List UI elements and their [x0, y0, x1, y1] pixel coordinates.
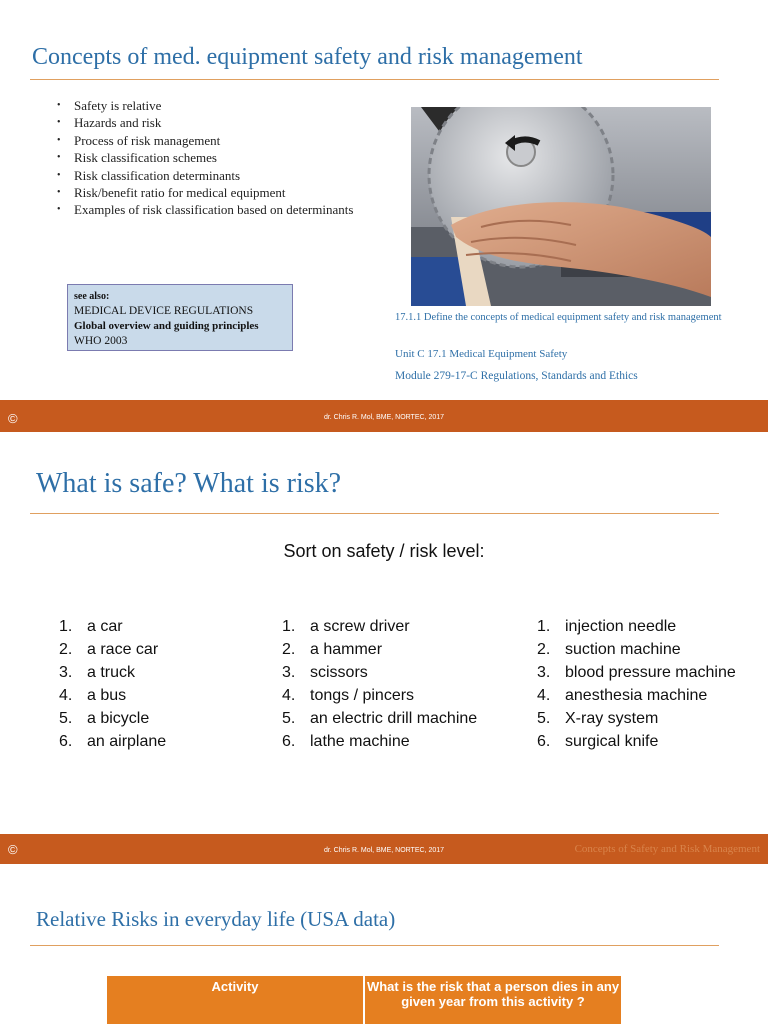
bullet-icon: • [57, 204, 61, 216]
see-also-line-1: MEDICAL DEVICE REGULATIONS [74, 305, 254, 317]
list-item-text: a bus [87, 687, 127, 704]
list-item [537, 730, 736, 753]
list-item [59, 684, 166, 707]
list-item-text: suction machine [565, 641, 681, 658]
list-item-text: an electric drill machine [310, 710, 478, 727]
list-number: 1. [59, 618, 73, 635]
list-item-text: a truck [87, 664, 136, 681]
list-item-text: an airplane [87, 733, 167, 750]
list-item-text: anesthesia machine [565, 687, 708, 704]
list-item-text: blood pressure machine [565, 664, 736, 681]
list-item [57, 184, 353, 201]
list-item [537, 638, 736, 661]
unit-reference: Unit C 17.1 Medical Equipment Safety [395, 348, 568, 360]
see-also-line-3: WHO 2003 [74, 335, 128, 347]
bullet-icon: • [57, 169, 61, 181]
list-item [282, 684, 477, 707]
list-item-text: Hazards and risk [74, 115, 162, 131]
list-item-text: injection needle [565, 618, 677, 635]
module-reference: Module 279-17-C Regulations, Standards and Ethics [395, 370, 638, 382]
list-item [57, 97, 353, 114]
footer-author: dr. Chris R. Mol, BME, NORTEC, 2017 [323, 847, 445, 854]
list-item-text: scissors [310, 664, 368, 681]
list-item-text: X-ray system [565, 710, 659, 727]
list-item-text: Risk classification schemes [74, 150, 217, 166]
list-number: 3. [59, 664, 73, 681]
list-item [59, 730, 166, 753]
list-number: 4. [537, 687, 551, 704]
slide-2-title: What is safe? What is risk? [36, 468, 342, 499]
list-item [57, 149, 353, 166]
list-item [537, 707, 736, 730]
miter-saw-photo [411, 107, 711, 306]
list-item-text: a race car [87, 641, 159, 658]
list-item [537, 684, 736, 707]
list-item-text: a bicycle [87, 710, 150, 727]
bullet-icon: • [57, 134, 61, 146]
list-item [59, 661, 166, 684]
bullet-icon: • [57, 187, 61, 199]
column-header-risk: What is the risk that a person dies in any given year from this activity ? [364, 976, 622, 1024]
learning-objective: 17.1.1 Define the concepts of medical equipment safety and risk management [395, 312, 722, 323]
slide-3-title: Relative Risks in everyday life (USA data) [36, 907, 396, 931]
copyright-symbol: © [8, 842, 18, 857]
list-item [59, 638, 166, 661]
list-item [59, 707, 166, 730]
list-item-text: tongs / pincers [310, 687, 415, 704]
list-item-text: Risk/benefit ratio for medical equipment [74, 185, 286, 201]
slide-1 [0, 0, 768, 432]
list-number: 2. [537, 641, 551, 658]
list-item-text: a car [87, 618, 123, 635]
list-item [57, 167, 353, 184]
copyright-symbol: © [8, 411, 18, 426]
list-number: 6. [59, 733, 73, 750]
list-item-text: a hammer [310, 641, 383, 658]
column-header-activity: Activity [107, 976, 364, 1024]
list-item [282, 615, 477, 638]
slide-2 [0, 432, 768, 864]
list-item-text: a screw driver [310, 618, 410, 635]
list-number: 3. [537, 664, 551, 681]
transport-list [59, 615, 166, 753]
list-item-text: surgical knife [565, 733, 659, 750]
list-number: 5. [59, 710, 73, 727]
list-item [57, 132, 353, 149]
list-number: 6. [282, 733, 296, 750]
bullet-icon: • [57, 152, 61, 164]
tools-list [282, 615, 477, 753]
list-number: 6. [537, 733, 551, 750]
list-number: 2. [59, 641, 73, 658]
list-item [282, 707, 477, 730]
list-item [282, 638, 477, 661]
list-number: 3. [282, 664, 296, 681]
list-item-text: Process of risk management [74, 132, 221, 148]
list-item [282, 661, 477, 684]
list-item [282, 730, 477, 753]
sort-instruction: Sort on safety / risk level: [283, 541, 485, 561]
list-item [59, 615, 166, 638]
list-number: 1. [537, 618, 551, 635]
list-number: 5. [282, 710, 296, 727]
slide-1-title: Concepts of med. equipment safety and risk management [32, 44, 583, 70]
saw-hand-image [411, 107, 711, 306]
slide-1-footer [0, 400, 768, 432]
medical-equipment-list [537, 615, 736, 753]
table-header-row [107, 976, 622, 1024]
title-underline [30, 513, 719, 514]
slide-2-footer [0, 834, 768, 864]
list-item [57, 114, 353, 131]
list-item-text: lathe machine [310, 733, 410, 750]
relative-risk-table [107, 976, 623, 1024]
list-number: 4. [59, 687, 73, 704]
list-item-text: Examples of risk classification based on determinants [74, 202, 354, 218]
list-item [537, 661, 736, 684]
see-also-line-2: Global overview and guiding principles [74, 320, 259, 332]
list-number: 4. [282, 687, 296, 704]
title-underline [30, 79, 719, 80]
list-item-text: Safety is relative [74, 98, 162, 113]
list-item [537, 615, 736, 638]
footer-author: dr. Chris R. Mol, BME, NORTEC, 2017 [323, 414, 445, 421]
list-number: 1. [282, 618, 296, 635]
topic-list [57, 97, 353, 219]
title-underline [30, 945, 719, 946]
list-item-text: Risk classification determinants [74, 167, 241, 183]
list-number: 5. [537, 710, 551, 727]
list-item [57, 201, 353, 218]
see-also-label: see also: [74, 291, 110, 302]
bullet-icon: • [57, 117, 61, 129]
see-also-box [67, 284, 293, 351]
list-number: 2. [282, 641, 296, 658]
bullet-icon: • [57, 100, 61, 111]
footer-topic: Concepts of Safety and Risk Management [574, 843, 760, 855]
